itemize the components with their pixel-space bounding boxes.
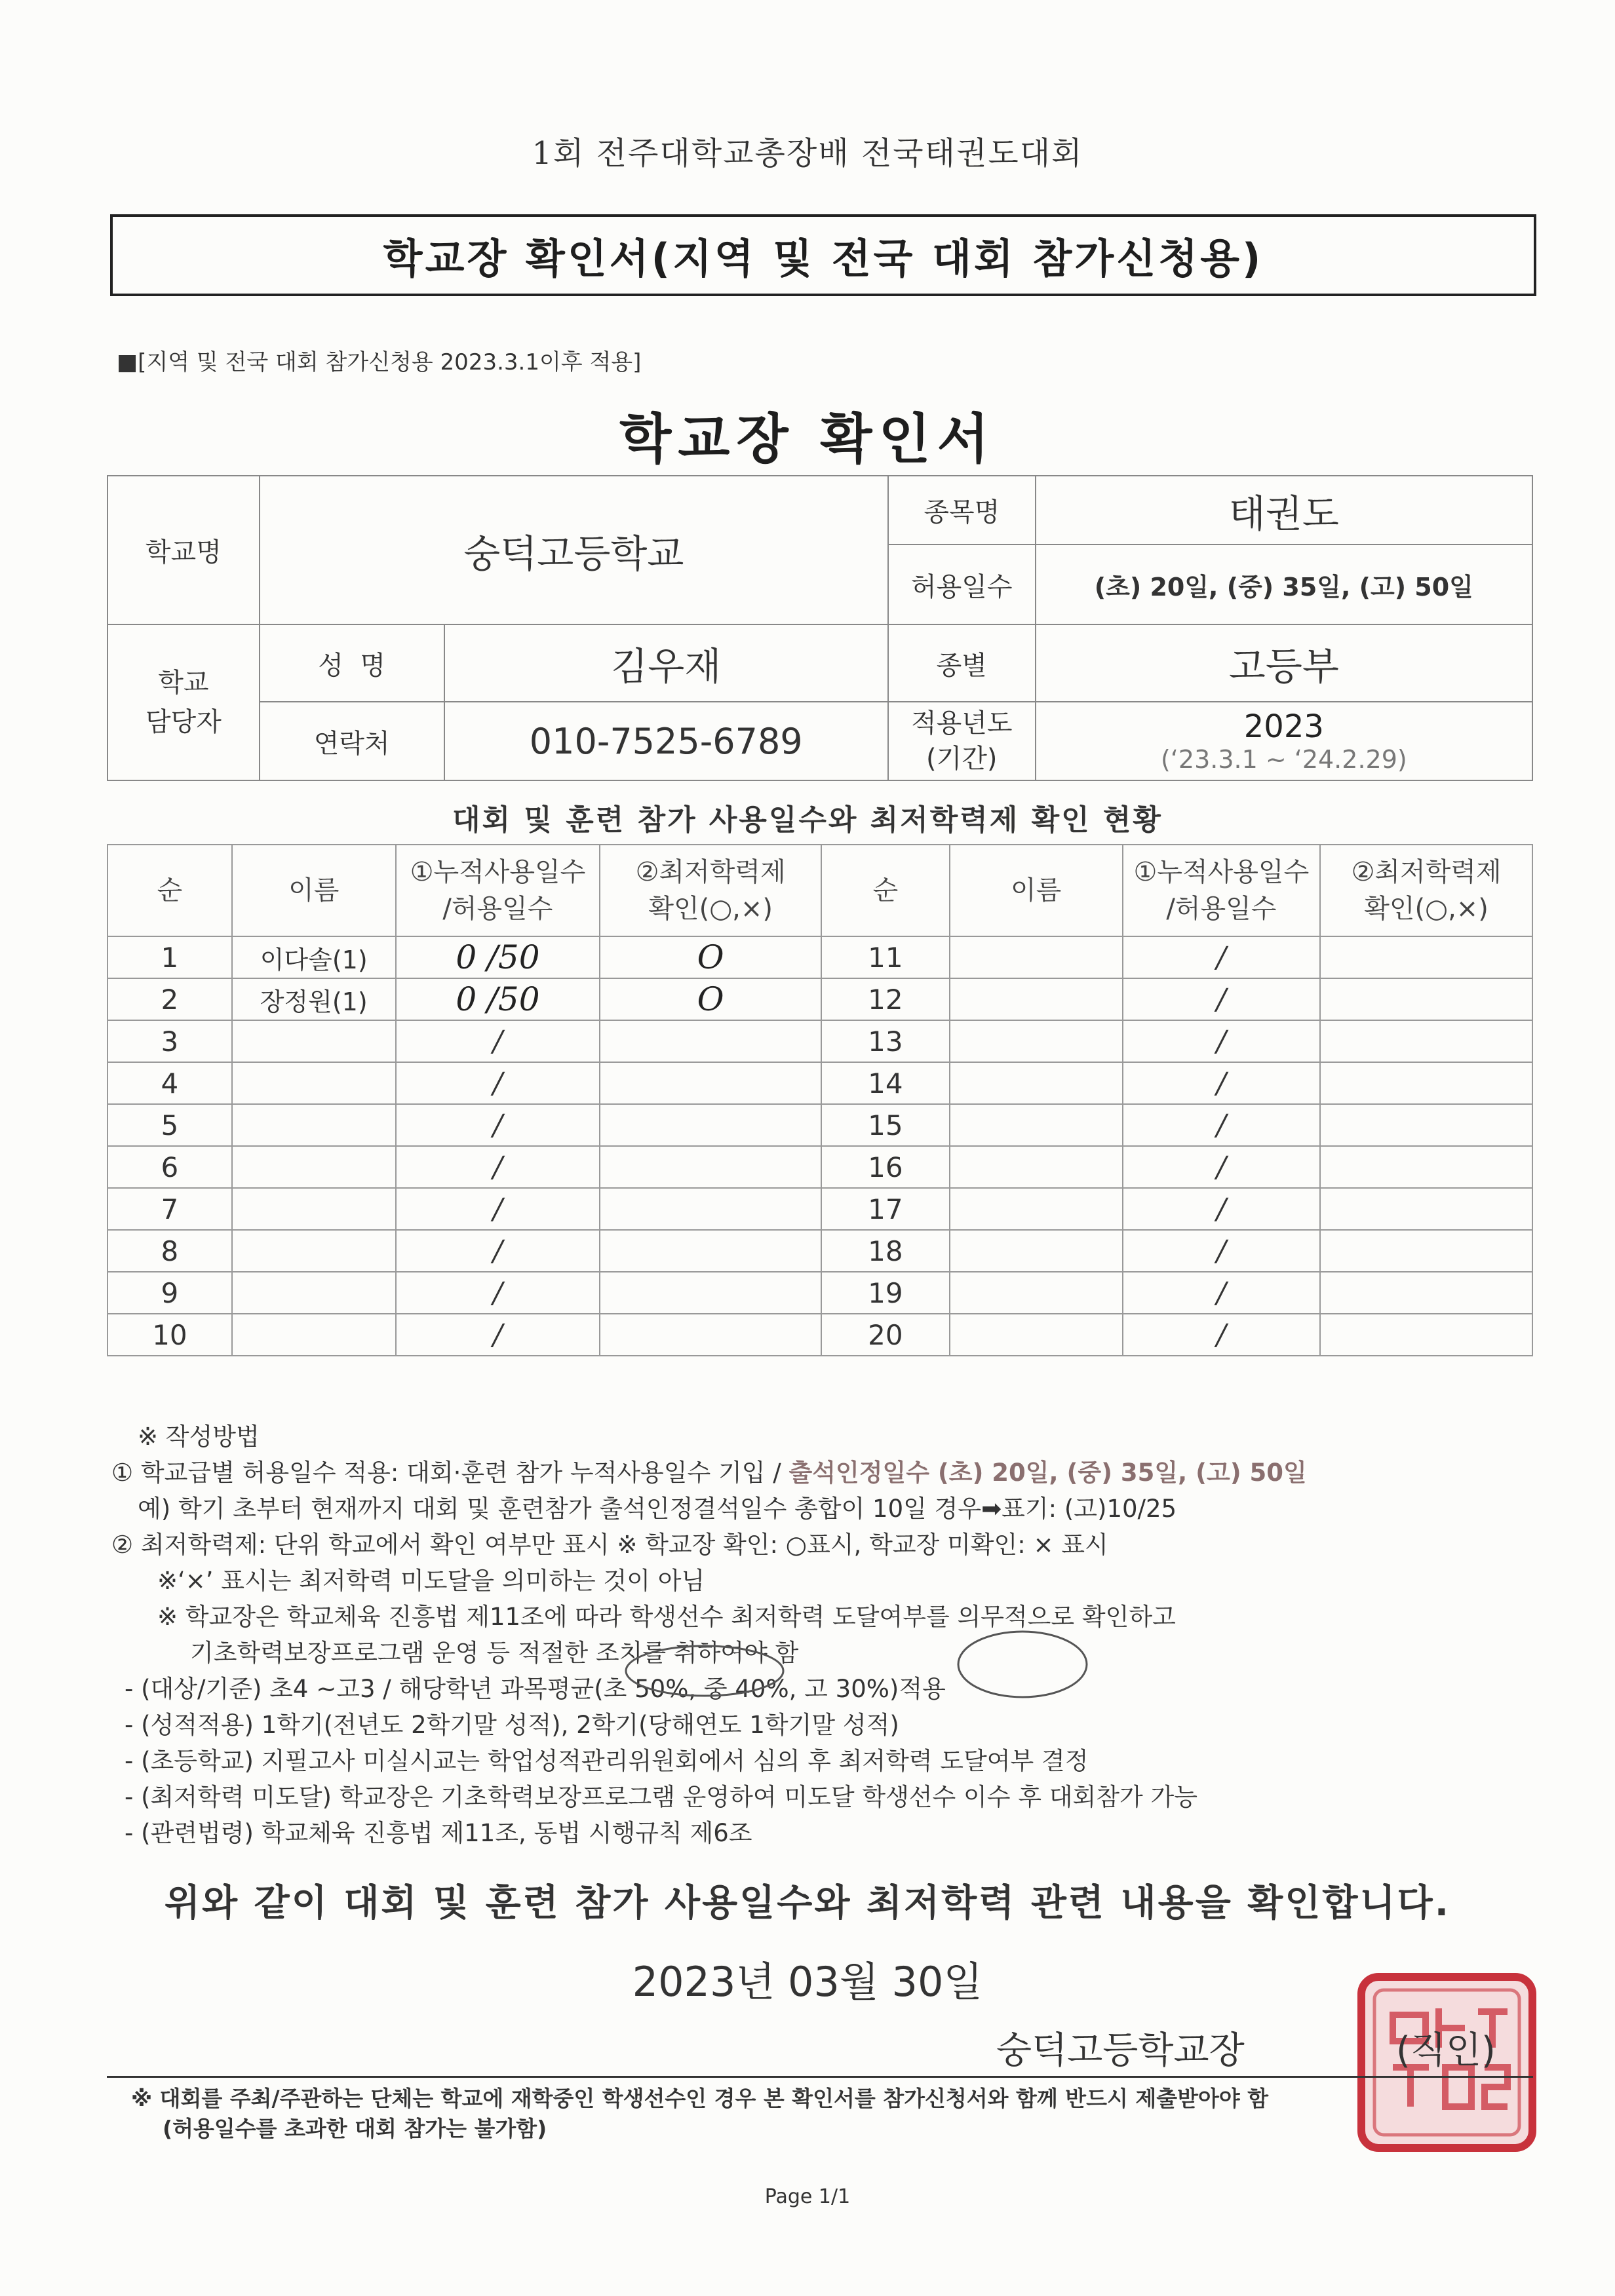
used-days-left: /: [396, 1272, 600, 1314]
used-days-left: 0 /50: [396, 936, 600, 978]
header-days-right: ①누적사용일수 /허용일수: [1123, 845, 1321, 936]
division-value: 고등부: [1036, 624, 1532, 702]
student-name-left: [232, 1314, 396, 1356]
event-title: 1회 전주대학교총장배 전국태권도대회: [532, 135, 1083, 172]
header-academic-left: ②최저학력제 확인(○,×): [600, 845, 821, 936]
student-name-left: [232, 1146, 396, 1188]
used-days-left: /: [396, 1062, 600, 1104]
guide-detail-5: - (관련법령) 학교체육 진흥법 제11조, 동법 시행규칙 제6조: [125, 1819, 752, 1847]
row-number-left: 1: [107, 936, 232, 978]
confirmation-statement: 위와 같이 대회 및 훈련 참가 사용일수와 최저학력 관련 내용을 확인합니다.: [164, 1882, 1451, 1924]
contact-value: 010-7525-6789: [444, 702, 888, 780]
guide-detail-3: - (초등학교) 지필고사 미실시교는 학업성적관리위원회에서 심의 후 최저학력 도달여부 결정: [125, 1747, 1089, 1775]
table-row: [107, 1104, 1532, 1146]
academic-check-right: [1320, 1188, 1532, 1230]
student-name-right: [950, 1020, 1123, 1062]
row-number-right: 11: [821, 936, 950, 978]
roster-table: [107, 844, 1533, 1356]
student-name-right: [950, 1230, 1123, 1272]
row-number-left: 2: [107, 978, 232, 1020]
row-number-right: 16: [821, 1146, 950, 1188]
student-name-left: [232, 1272, 396, 1314]
year-label: 적용년도 (기간): [888, 702, 1036, 780]
footer-note-line-2: (허용일수를 초과한 대회 참가는 불가함): [163, 2116, 547, 2141]
form-title: 학교장 확인서: [619, 408, 996, 470]
row-number-right: 17: [821, 1188, 950, 1230]
year-value: 2023: [1243, 708, 1324, 745]
guide-item-2-note-a: ※‘×’ 표시는 최저학력 미도달을 의미하는 것이 아님: [157, 1567, 705, 1595]
row-number-left: 8: [107, 1230, 232, 1272]
academic-check-left: [600, 1314, 821, 1356]
used-days-right: /: [1123, 1230, 1321, 1272]
header-name-right: 이름: [950, 845, 1123, 936]
row-number-left: 3: [107, 1020, 232, 1062]
used-days-left: /: [396, 1020, 600, 1062]
used-days-left: /: [396, 1188, 600, 1230]
used-days-left: 0 /50: [396, 978, 600, 1020]
row-number-right: 19: [821, 1272, 950, 1314]
manager-label: 학교 담당자: [107, 624, 260, 780]
guide-item-1: [111, 1455, 1553, 1491]
academic-check-right: [1320, 1020, 1532, 1062]
academic-check-right: [1320, 1272, 1532, 1314]
used-days-right: /: [1123, 1062, 1321, 1104]
student-name-left: [232, 1062, 396, 1104]
row-number-left: 7: [107, 1188, 232, 1230]
info-table: [107, 475, 1533, 781]
division-label: 종별: [888, 624, 1036, 702]
academic-check-right: [1320, 1146, 1532, 1188]
handwritten-circle-1: [626, 1646, 783, 1696]
page-number: Page 1/1: [764, 2185, 851, 2208]
row-number-left: 9: [107, 1272, 232, 1314]
period-value: (‘23.3.1 ~ ‘24.2.29): [1160, 745, 1407, 774]
row-number-left: 4: [107, 1062, 232, 1104]
document-banner: [110, 214, 1536, 296]
academic-check-left: [600, 1020, 821, 1062]
row-number-left: 5: [107, 1104, 232, 1146]
row-number-right: 14: [821, 1062, 950, 1104]
academic-check-left: [600, 1230, 821, 1272]
guide-item-2-note-c: 기초학력보장프로그램 운영 등 적절한 조치를 취하여야 함: [190, 1639, 799, 1667]
hand-drawn-circles: [590, 1625, 1101, 1704]
academic-check-right: [1320, 1062, 1532, 1104]
student-name-right: [950, 978, 1123, 1020]
used-days-right: /: [1123, 1020, 1321, 1062]
row-number-left: 6: [107, 1146, 232, 1188]
academic-check-left: O: [600, 978, 821, 1020]
contact-label: 연락처: [260, 702, 444, 780]
student-name-left: 장정원(1): [232, 978, 396, 1020]
student-name-left: [232, 1230, 396, 1272]
guide-item-1-highlight: 출석인정일수 (초) 20일, (중) 35일, (고) 50일: [788, 1459, 1307, 1487]
table-row: [107, 1314, 1532, 1356]
used-days-right: /: [1123, 1104, 1321, 1146]
sport-value: 태권도: [1036, 476, 1532, 545]
row-number-right: 13: [821, 1020, 950, 1062]
table-row: [107, 1146, 1532, 1188]
student-name-left: [232, 1104, 396, 1146]
apply-note: ■[지역 및 전국 대회 참가신청용 2023.3.1이후 적용]: [117, 349, 642, 375]
academic-check-left: [600, 1104, 821, 1146]
student-name-right: [950, 1314, 1123, 1356]
student-name-left: [232, 1188, 396, 1230]
used-days-right: /: [1123, 1188, 1321, 1230]
signature-date: 2023년 03월 30일: [632, 1958, 983, 2006]
footer-divider: [107, 2076, 1533, 2078]
academic-check-left: [600, 1272, 821, 1314]
allowed-days-value: (초) 20일, (중) 35일, (고) 50일: [1036, 545, 1532, 624]
used-days-left: /: [396, 1146, 600, 1188]
header-days-left: ①누적사용일수 /허용일수: [396, 845, 600, 936]
header-no-right: 순: [821, 845, 950, 936]
used-days-right: /: [1123, 936, 1321, 978]
student-name-right: [950, 1188, 1123, 1230]
manager-name: 김우재: [444, 624, 888, 702]
year-cell: [1036, 702, 1532, 780]
academic-check-right: [1320, 1104, 1532, 1146]
student-name-right: [950, 1104, 1123, 1146]
footer-note-line-1: ※ 대회를 주최/주관하는 단체는 학교에 재학중인 학생선수인 경우 본 확인서를 참가신청서와 함께 반드시 제출받아야 함: [131, 2086, 1269, 2111]
sport-label: 종목명: [888, 476, 1036, 545]
student-name-right: [950, 936, 1123, 978]
academic-check-left: [600, 1146, 821, 1188]
seal-mark-label: (직인): [1396, 2029, 1496, 2072]
used-days-right: /: [1123, 1146, 1321, 1188]
guide-detail-1: - (대상/기준) 초4 ~고3 / 해당학년 과목평균(초 50%, 중 40%, 고 30%)적용: [125, 1675, 946, 1703]
academic-check-right: [1320, 978, 1532, 1020]
used-days-left: /: [396, 1314, 600, 1356]
table-row: [107, 936, 1532, 978]
guide-item-2: ② 최저학력제: 단위 학교에서 확인 여부만 표시 ※ 학교장 확인: ○표시, 학교장 미확인: × 표시: [111, 1531, 1108, 1559]
row-number-right: 15: [821, 1104, 950, 1146]
academic-check-right: [1320, 936, 1532, 978]
table-row: [107, 978, 1532, 1020]
guide-detail-4: - (최저학력 미도달) 학교장은 기초학력보장프로그램 운영하여 미도달 학생선수 이수 후 대회참가 가능: [125, 1783, 1198, 1811]
status-heading: 대회 및 훈련 참가 사용일수와 최저학력제 확인 현황: [452, 803, 1163, 837]
used-days-right: /: [1123, 1314, 1321, 1356]
academic-check-left: O: [600, 936, 821, 978]
used-days-left: /: [396, 1230, 600, 1272]
table-row: [107, 1020, 1532, 1062]
row-number-right: 20: [821, 1314, 950, 1356]
row-number-right: 12: [821, 978, 950, 1020]
academic-check-left: [600, 1188, 821, 1230]
handwritten-circle-2: [958, 1632, 1087, 1697]
guide-detail-2: - (성적적용) 1학기(전년도 2학기말 성적), 2학기(당해연도 1학기말 성적): [125, 1711, 899, 1739]
student-name-left: [232, 1020, 396, 1062]
table-row: [107, 1188, 1532, 1230]
guide-item-1-example: 예) 학기 초부터 현재까지 대회 및 훈련참가 출석인정결석일수 총합이 10일 경우➡표기: (고)10/25: [138, 1495, 1177, 1523]
school-label: 학교명: [107, 476, 260, 624]
principal-name: 숭덕고등학교장: [996, 2029, 1245, 2072]
school-name: 숭덕고등학교: [260, 476, 888, 624]
student-name-right: [950, 1272, 1123, 1314]
used-days-right: /: [1123, 1272, 1321, 1314]
table-row: [107, 1230, 1532, 1272]
used-days-left: /: [396, 1104, 600, 1146]
student-name-right: [950, 1146, 1123, 1188]
document-banner-text: 학교장 확인서(지역 및 전국 대회 참가신청용): [383, 235, 1264, 282]
academic-check-right: [1320, 1314, 1532, 1356]
row-number-left: 10: [107, 1314, 232, 1356]
guide-heading: ※ 작성방법: [138, 1423, 260, 1451]
table-row: [107, 1272, 1532, 1314]
header-no-left: 순: [107, 845, 232, 936]
guide-item-1-text: ① 학교급별 허용일수 적용: 대회·훈련 참가 누적사용일수 기입 /: [111, 1459, 789, 1487]
academic-check-right: [1320, 1230, 1532, 1272]
allowed-days-label: 허용일수: [888, 545, 1036, 624]
student-name-left: 이다솔(1): [232, 936, 396, 978]
header-academic-right: ②최저학력제 확인(○,×): [1320, 845, 1532, 936]
row-number-right: 18: [821, 1230, 950, 1272]
academic-check-left: [600, 1062, 821, 1104]
student-name-right: [950, 1062, 1123, 1104]
name-label: 성 명: [260, 624, 444, 702]
used-days-right: /: [1123, 978, 1321, 1020]
header-name-left: 이름: [232, 845, 396, 936]
guide-item-2-note-b: ※ 학교장은 학교체육 진흥법 제11조에 따라 학생선수 최저학력 도달여부를 의무적으로 확인하고: [157, 1603, 1176, 1631]
footer-note: [131, 2084, 1540, 2144]
table-row: [107, 1062, 1532, 1104]
roster-header-row: [107, 845, 1532, 936]
